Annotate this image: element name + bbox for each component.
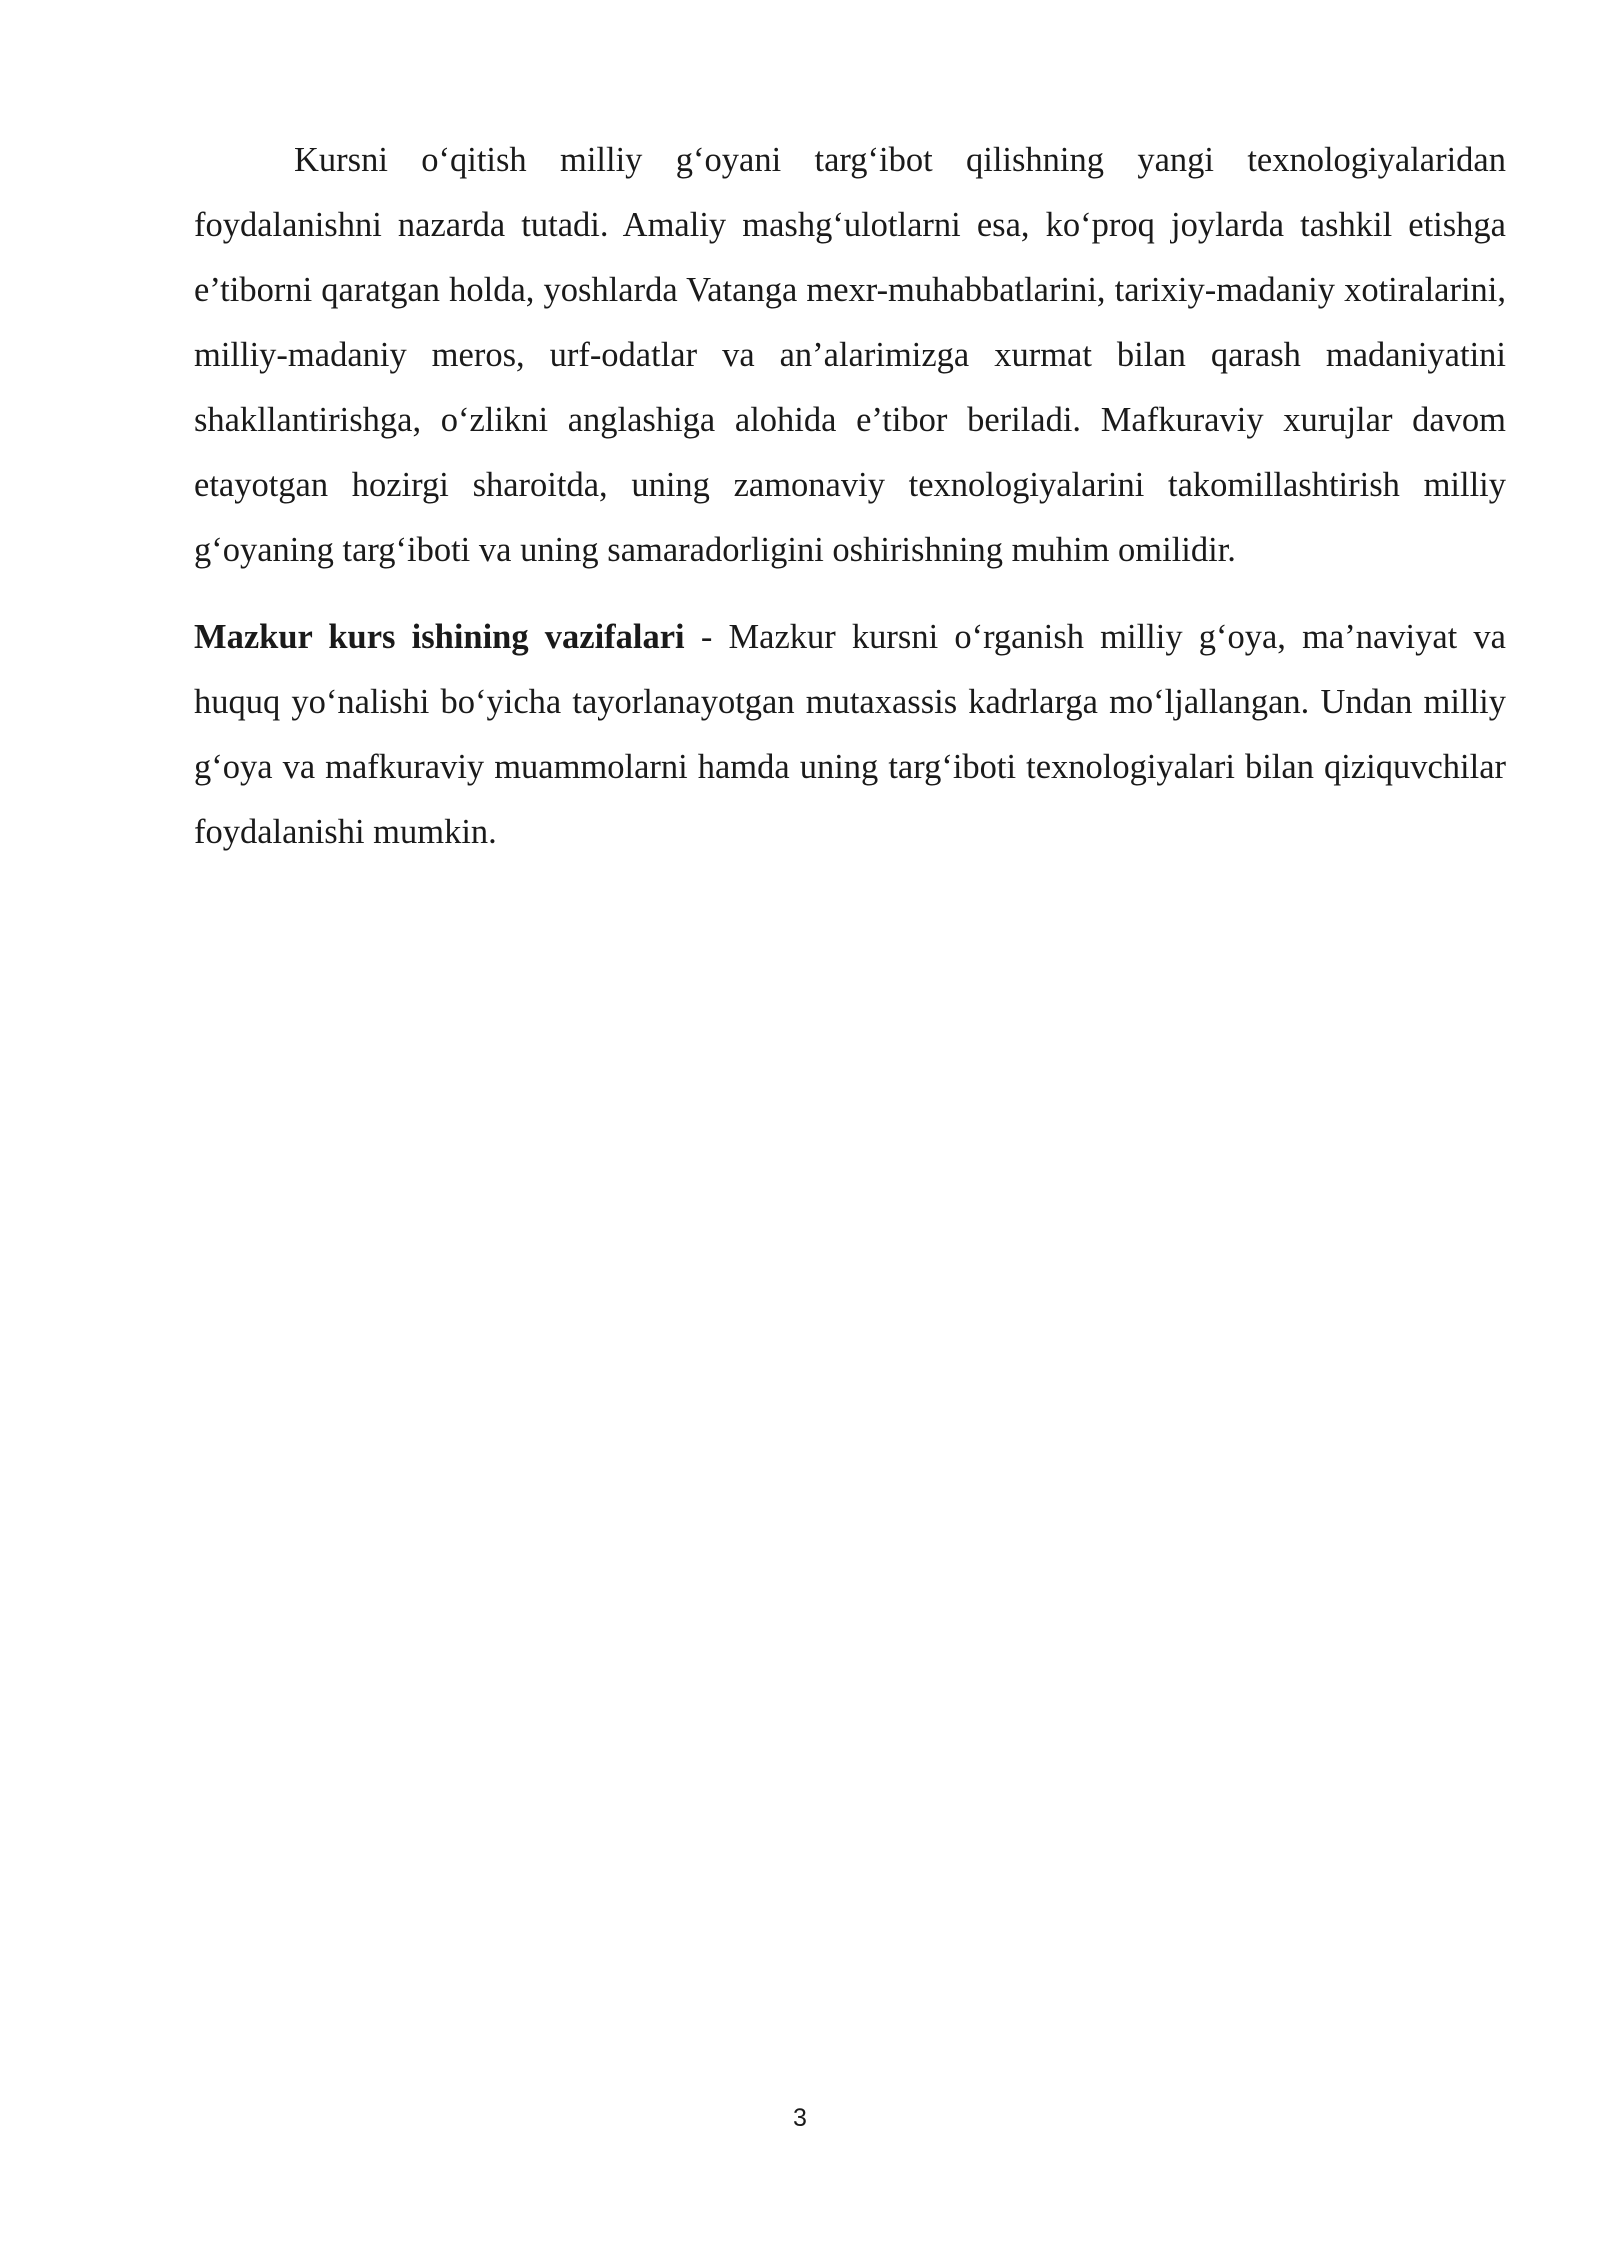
page-number: 3 <box>793 2104 807 2132</box>
page-body <box>194 128 1506 865</box>
paragraph-body-text: - Mazkur kursni o‘rganish milliy g‘oya, ma’naviyat va huquq yo‘nalishi bo‘yicha tayorlanayotgan mutaxassis kadrlarga mo‘ljallangan. Undan milliy g‘oya va mafkuraviy muammolarni hamda uning targ‘iboti texnologiyalari bilan qiziquvchilar foydalanishi mumkin. <box>194 618 1506 851</box>
paragraph-lead-heading: Mazkur kurs ishining vazifalari <box>194 618 685 656</box>
paragraph-course-purpose: Kursni o‘qitish milliy g‘oyani targ‘ibot qilishning yangi texnologiyalaridan foydalanishni nazarda tutadi. Amaliy mashg‘ulotlarni esa, ko‘proq joylarda tashkil etishga e’tiborni qaratgan holda, yoshlarda Vatanga mexr-muhabbatlarini, tarixiy-madaniy xotiralarini, milliy-madaniy meros, urf-odatlar va an’alarimizga xurmat bilan qarash madaniyatini shakllantirishga, o‘zlikni anglashiga alohida e’tibor beriladi. Mafkuraviy xurujlar davom etayotgan hozirgi sharoitda, uning zamonaviy texnologiyalarini takomillashtirish milliy g‘oyaning targ‘iboti va uning samaradorligini oshirishning muhim omilidir. <box>194 141 1506 569</box>
paragraph-course-tasks <box>194 605 1506 865</box>
